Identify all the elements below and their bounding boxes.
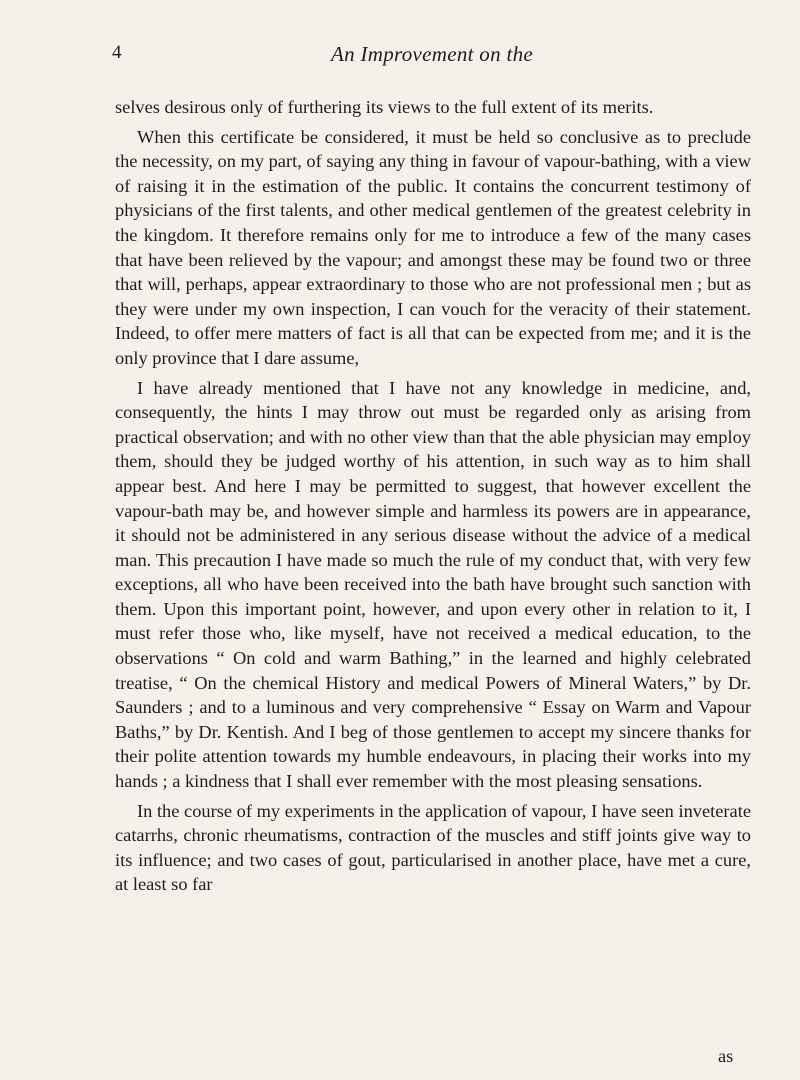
paragraph: In the course of my experiments in the application of vapour, I have seen inveterate catarrhs, chronic rheumatisms, contraction of the muscles and stiff joints give way to its influence; and two cases of gout, particularised in another place, have met a cure, at least so far — [115, 800, 751, 895]
page-number: 4 — [112, 42, 122, 63]
running-head: An Improvement on the — [330, 42, 534, 66]
paragraph: I have already mentioned that I have not any knowledge in medicine, and, consequently, the hints I may throw out must be regarded only as arising from practical observation; and with no other view than that the able physician may employ them, should they be judged worthy of his attention, in such way as to him shall appear best. And here I may be permitted to suggest, that however excellent the vapour-bath may be, and however simple and harmless its powers are in appearance, it should not be administered in any serious disease without the advice of a medical man. This precaution I have made so much the rule of my conduct that, with very few exceptions, all who have been received into the bath have brought such sanction with them. Upon this important point, however, and upon every other in relation to it, I must refer those who, like myself, have not received a medical education, to the observations “ On cold and warm Bathing,” in the learned and highly celebrated treatise, “ On the chemical History and medical Powers of Mineral Waters,” by Dr. Saunders ; and to a luminous and very comprehensive “ Essay on Warm and Vapour Baths,” by Dr. Kentish. And I beg of those gentlemen to accept my sincere thanks for their polite attention towards my humble endeavours, in placing their works into my hands ; a kindness that I shall ever remember with the most pleasing sensations. — [115, 377, 751, 792]
catchword: as — [718, 1046, 734, 1066]
paragraph: selves desirous only of furthering its views to the full extent of its merits. — [115, 97, 654, 117]
body-text — [115, 95, 751, 897]
page-header — [112, 42, 752, 68]
paragraph: When this certificate be considered, it must be held so conclusive as to preclude the necessity, on my part, of saying any thing in favour of vapour-bathing, with a view of raising it in the estimation of the public. It contains the concurrent testimony of physicians of the first talents, and other medical gentlemen of the greatest celebrity in the kingdom. It therefore remains only for me to introduce a few of the many cases that have been relieved by the vapour; and amongst these may be found two or three that will, perhaps, appear extraordinary to those who are not professional men ; but as they were under my own inspection, I can vouch for the veracity of their statement. Indeed, to offer mere matters of fact is all that can be expected from me; and it is the only province that I dare assume, — [115, 126, 751, 368]
